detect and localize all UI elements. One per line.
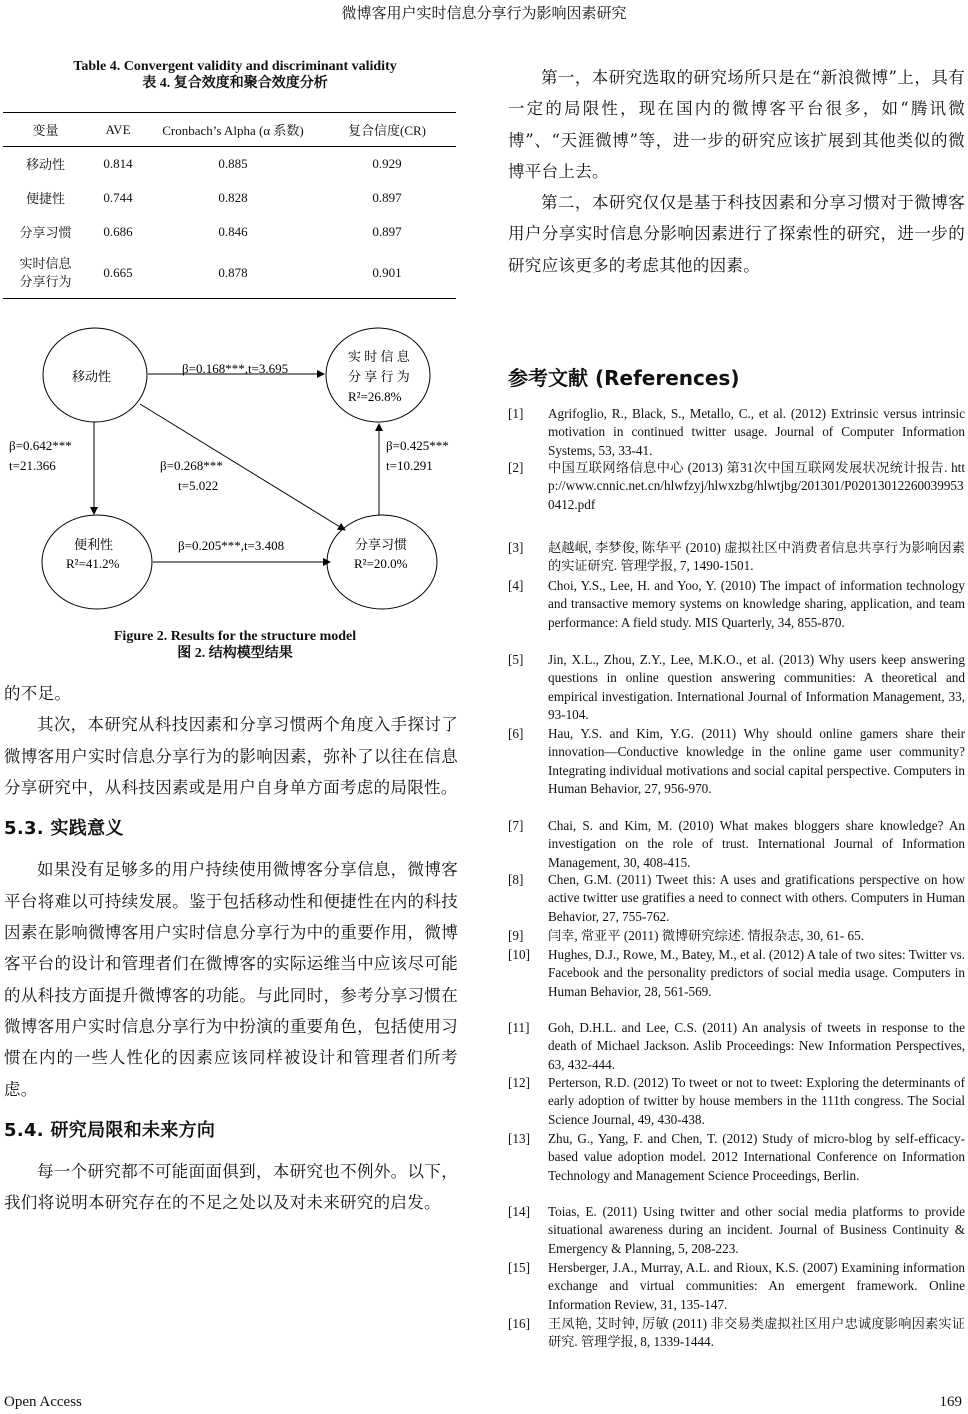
reference-item	[508, 725, 965, 798]
running-header: 微博客用户实时信息分享行为影响因素研究	[341, 4, 627, 22]
paragraph: 第二，本研究仅仅是基于科技因素和分享习惯对于微博客用户分享实时信息分影响因素进行了探索性的研究，进一步的研究应该更多的考虑其他的因素。	[508, 193, 965, 275]
path-label: β=0.268***	[160, 458, 223, 473]
paragraph: 每一个研究都不可能面面俱到，本研究也不例外。以下，我们将说明本研究存在的不足之处以及对未来研究的启发。	[4, 1162, 458, 1213]
path-label: t=5.022	[178, 478, 219, 493]
path-label: t=10.291	[386, 458, 433, 473]
reference-number: [4]	[508, 578, 524, 593]
node-label: 分享习惯	[355, 537, 408, 552]
cell: 0.897	[372, 223, 402, 239]
reference-item	[508, 577, 965, 632]
section-heading-5-3: 5.3. 实践意义	[4, 818, 124, 840]
right-column-text	[508, 62, 965, 281]
reference-item	[508, 946, 965, 1001]
footer-open-access: Open Access	[4, 1394, 82, 1410]
section-heading-5-4: 5.4. 研究局限和未来方向	[4, 1119, 216, 1141]
reference-text: Perterson, R.D. (2012) To tweet or not to tweet: Exploring the determinants of early adoption of twitter by house members in the 111th congress. The Social Science Journal, 49, 430-438.	[548, 1075, 965, 1127]
col-header: AVE	[105, 121, 131, 137]
reference-text: Goh, D.H.L. and Lee, C.S. (2011) An analysis of tweets in response to the death of Michael Jackson. Aslib Proceedings: New Information Perspectives, 63, 432-444.	[548, 1020, 965, 1072]
reference-item	[508, 539, 965, 576]
paragraph: 如果没有足够多的用户持续使用微博客分享信息，微博客平台将难以可持续发展。鉴于包括移动性和便捷性在内的科技因素在影响微博客用户实时信息分享行为中的重要作用，微博客平台的设计和管理者们在微博客的实际运维当中应该尽可能的从科技方面提升微博客的功能。与此同时，参考分享习惯在微博客用户实时信息分享行为中扮演的重要角色，包括使用习惯在内的一些人性化的因素应该同样被设计和管理者们所考虑。	[4, 860, 458, 1099]
reference-number: [13]	[508, 1131, 530, 1146]
cell: 0.897	[372, 189, 402, 205]
node-label: 实 时 信 息	[348, 349, 410, 364]
reference-text: Hersberger, J.A., Murray, A.L. and Rioux, K.S. (2007) Examining information exchange and virtual communities: An emergent framework. Online Information Review, 31, 135-147.	[548, 1260, 965, 1312]
reference-text: Chai, S. and Kim, M. (2010) What makes bloggers share knowledge? An investigation on the role of trust. International Journal of Information Management, 30, 408-415.	[548, 818, 965, 870]
table-row	[3, 147, 456, 181]
reference-item	[508, 1130, 965, 1185]
cell: 0.885	[218, 155, 248, 171]
reference-item	[508, 817, 965, 872]
cell: 0.665	[103, 265, 133, 281]
cell: 0.846	[218, 223, 248, 239]
reference-item	[508, 1074, 965, 1129]
path-label: β=0.642***	[9, 438, 72, 453]
table-row	[3, 181, 456, 215]
cell: 0.686	[103, 223, 133, 239]
node-label: 分 享 行 为	[348, 369, 410, 384]
node-label: R²=41.2%	[66, 556, 120, 571]
reference-text: Jin, X.L., Zhou, Z.Y., Lee, M.K.O., et al. (2013) Why users keep answering questions in online question answering communities: A theoretical and empirical investigation. International Journal of Information Management, 33, 93-104.	[548, 652, 965, 722]
reference-text: Hau, Y.S. and Kim, Y.G. (2011) Why should online gamers share their innovation—Conductive knowledge in the online game user community? Integrating individual motivations and social capital perspective. Computers in Human Behavior, 27, 956-970.	[548, 726, 965, 796]
reference-item	[508, 1259, 965, 1314]
validity-table	[3, 112, 456, 299]
reference-number: [7]	[508, 818, 524, 833]
reference-item	[508, 871, 965, 926]
node-label: 移动性	[72, 369, 112, 384]
reference-number: [2]	[508, 460, 524, 475]
reference-number: [15]	[508, 1260, 530, 1275]
reference-item	[508, 1019, 965, 1074]
paragraph: 第一，本研究选取的研究场所只是在“新浪微博”上，具有一定的局限性，现在国内的微博客平台很多，如“腾讯微博”、“天涯微博”等，进一步的研究应该扩展到其他类似的微博平台上去。	[508, 68, 965, 181]
node-label: R²=26.8%	[348, 389, 402, 404]
paragraph: 其次，本研究从科技因素和分享习惯两个角度入手探讨了微博客用户实时信息分享行为的影响因素，弥补了以往在信息分享研究中，从科技因素或是用户自身单方面考虑的局限性。	[4, 715, 458, 797]
references-heading: 参考文献 (References)	[508, 366, 740, 390]
reference-number: [3]	[508, 540, 524, 555]
cell: 0.878	[218, 265, 248, 281]
cell: 0.929	[372, 155, 402, 171]
structure-model-diagram	[0, 320, 470, 620]
reference-text: Chen, G.M. (2011) Tweet this: A uses and gratifications perspective on how active twitter use gratifies a need to connect with others. Computers in Human Behavior, 27, 755-762.	[548, 872, 965, 924]
cell: 移动性	[25, 157, 65, 173]
cell: 实时信息 分享行为	[19, 256, 72, 290]
reference-number: [14]	[508, 1204, 530, 1219]
table-caption-en: Table 4. Convergent validity and discriminant validity	[73, 59, 397, 74]
table-row	[3, 249, 456, 299]
cell: 0.744	[103, 189, 133, 205]
reference-text: Zhu, G., Yang, F. and Chen, T. (2012) Study of micro-blog by self-efficacy-based value adoption model. 2012 International Conference on Information Technology and Management Science Proceedings, Berlin.	[548, 1131, 965, 1183]
path-label: β=0.205***,t=3.408	[178, 538, 285, 553]
col-header: 变量	[32, 123, 59, 138]
reference-number: [10]	[508, 947, 530, 962]
reference-item	[508, 651, 965, 724]
table-caption-zh: 表 4. 复合效度和聚合效度分析	[142, 76, 328, 91]
table-caption	[0, 58, 470, 92]
path-label: t=21.366	[9, 458, 56, 473]
reference-number: [16]	[508, 1316, 530, 1331]
reference-text: 赵越岷, 李梦俊, 陈华平 (2010) 虚拟社区中消费者信息共享行为影响因素的实证研究. 管理学报, 7, 1490-1501.	[548, 540, 965, 574]
figure-caption-en: Figure 2. Results for the structure model	[113, 629, 357, 644]
col-header: 复合信度(CR)	[347, 123, 426, 138]
paragraph: 的不足。	[4, 684, 72, 703]
reference-number: [8]	[508, 872, 524, 887]
reference-text: 中国互联网络信息中心 (2013) 第31次中国互联网发展状况统计报告. http://www.cnnic.net.cn/hlwfzyj/hlwxzbg/hlwtjbg/201301/P020130122600399530412.pdf	[548, 460, 965, 512]
reference-number: [6]	[508, 726, 524, 741]
figure-caption	[0, 628, 470, 662]
node-label: 便利性	[74, 537, 114, 552]
reference-text: Choi, Y.S., Lee, H. and Yoo, Y. (2010) The impact of information technology and transactive memory systems on knowledge sharing, application, and team performance: A field study. MIS Quarterly, 34, 855-870.	[548, 578, 965, 630]
cell: 0.828	[218, 189, 248, 205]
reference-item	[508, 927, 965, 945]
node-label: R²=20.0%	[354, 556, 408, 571]
cell: 0.901	[372, 265, 402, 281]
path-label: β=0.168***,t=3.695	[182, 361, 289, 376]
cell: 分享习惯	[19, 225, 72, 240]
reference-text: Hughes, D.J., Rowe, M., Batey, M., et al. (2012) A tale of two sites: Twitter vs. Facebook and the personality predictors of social media usage. Computers in Human Behavior, 28, 561-569.	[548, 947, 965, 999]
reference-item	[508, 459, 965, 514]
table-row	[3, 215, 456, 249]
reference-number: [12]	[508, 1075, 530, 1090]
reference-item	[508, 1203, 965, 1258]
reference-text: Toias, E. (2011) Using twitter and other social media platforms to provide situational awareness during an incident. Journal of Business Continuity & Emergency & Planning, 5, 208-223.	[548, 1204, 965, 1256]
reference-text: 王凤艳, 艾时钟, 厉敏 (2011) 非交易类虚拟社区用户忠诚度影响因素实证研究. 管理学报, 8, 1339-1444.	[548, 1316, 965, 1350]
reference-text: Agrifoglio, R., Black, S., Metallo, C., et al. (2012) Extrinsic versus intrinsic motivation in continued twitter usage. Journal of Computer Information Systems, 53, 33-41.	[548, 406, 965, 458]
reference-number: [9]	[508, 928, 524, 943]
cell: 0.814	[103, 155, 133, 171]
reference-text: 闫幸, 常亚平 (2011) 微博研究综述. 情报杂志, 30, 61- 65.	[548, 928, 864, 943]
reference-item	[508, 405, 965, 460]
reference-item	[508, 1315, 965, 1352]
cell: 便捷性	[25, 191, 65, 206]
page-number: 169	[939, 1394, 962, 1410]
figure-caption-zh: 图 2. 结构模型结果	[177, 646, 293, 661]
reference-number: [5]	[508, 652, 524, 667]
left-column-text	[4, 678, 458, 1219]
col-header: Cronbach’s Alpha (α 系数)	[162, 123, 304, 138]
reference-number: [1]	[508, 406, 524, 421]
reference-number: [11]	[508, 1020, 530, 1035]
path-label: β=0.425***	[386, 438, 449, 453]
table-header-row	[3, 113, 456, 147]
